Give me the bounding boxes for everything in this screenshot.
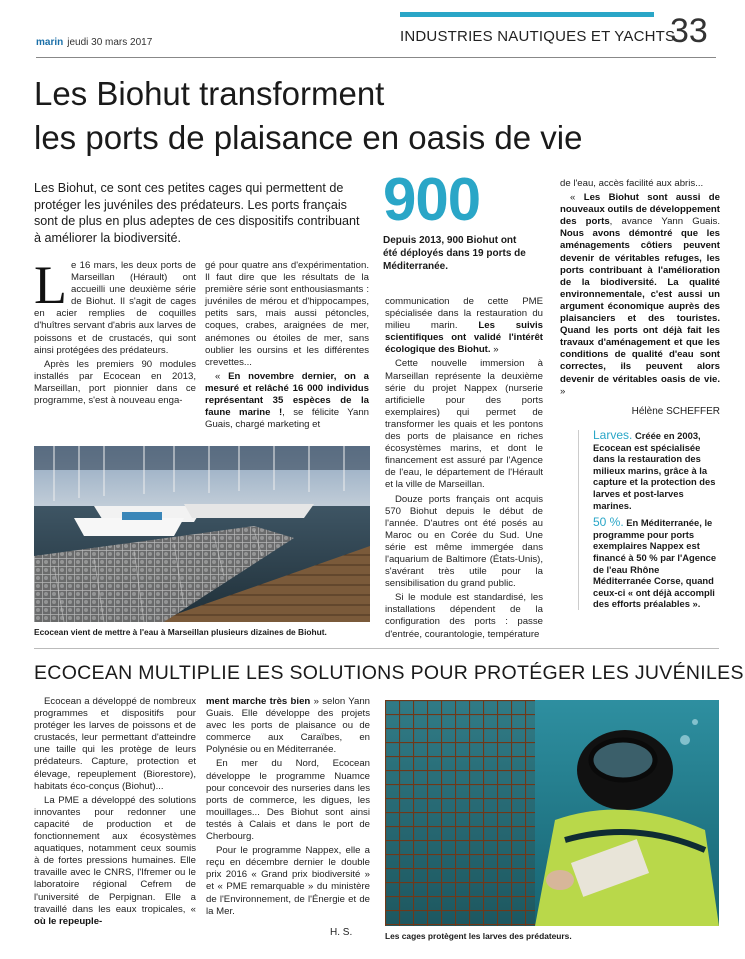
drop-cap: L [34, 255, 67, 315]
photo-2-caption: Les cages protègent les larves des prédateurs. [385, 931, 572, 941]
article-2-heading: ECOCEAN MULTIPLIE LES SOLUTIONS POUR PROTÉGER LES JUVÉNILES [34, 662, 744, 684]
header-logo: marin jeudi 30 mars 2017 [36, 37, 153, 48]
header-date: jeudi 30 mars 2017 [67, 37, 153, 48]
quote-bold: En novembre dernier, on a mesuré et relâché 16 000 individus représentant 35 espèces de la faune marine ! [205, 370, 369, 419]
article-column-1: Le 16 mars, les deux ports de Marseillan (Hérault) ont accueilli une deuxième série de Biohut. Il s'agit de cages en acier remplies de coquilles d'huîtres servant d'abris aux larves de poissons et de crustacés, qui sont ainsi protégées des prédateurs. Après les premiers 90 modules installés par Ecocean en 2013, Marseillan, port pionnier dans ce programme, s'est à nouveau enga- [34, 255, 196, 407]
article-column-3: communication de cette PME spécialisée dans la restauration du milieu marin. Les suivis scientifiques ont validé l'intérêt écologique des Biohut. » Cette nouvelle immersion à Marseillan représente la deuxième série du projet Nappex (nurserie artificielle pour des ports exemplaires) qui permet de transformer les quais et les pontons des ports de plaisance en riches écosystèmes marins, et dont le financement est assuré par l'Agence de l'eau, le département de l'Hérault et la ville de Marseillan. Douze ports français ont acquis 570 Biohut depuis le début de l'année. D'autres ont été posés au Maroc ou en Corée du Sud. Une série est même immergée dans l'aquarium de Baltimore (États-Unis), s'avérant très utile pour la sensibilisation du grand public. Si le module est standardisé, les installations dépendent de la configuration des ports : passe d'entrée, courantologie, température [385, 296, 543, 640]
article-column-2: gé pour quatre ans d'expérimentation. Il faut dire que les résultats de la première série sont enthousiasmants : juvéniles de mérou et d'hippocampes, petits sars, mais aussi pétoncles, coques, crabes, araignées de mer, anémones ou étoiles de mer, sans oublier les oursins et les différentes crevettes... « En novembre dernier, on a mesuré et relâché 16 000 individus représentant 35 espèces de la faune marine !, se félicite Yann Guais, chargé marketing et [205, 260, 369, 431]
sidebar-divider [578, 430, 579, 610]
photo-1-caption: Ecocean vient de mettre à l'eau à Marseillan plusieurs dizaines de Biohut. [34, 627, 327, 637]
photo-diver-cage [385, 700, 719, 926]
fact-key-larves: Larves. [593, 428, 633, 442]
title-line-2: les ports de plaisance en oasis de vie [34, 119, 583, 156]
article-column-4: de l'eau, accès facilité aux abris... « Les Biohut sont aussi de nouveaux outils de développement des ports, avance Yann Guais. Nous avons démontré que les aménagements côtiers peuvent devenir de véritables refuges, les ports contribuant à l'amélioration de la biodiversité. La qualité environnementale, c'est aussi un argument économique auprès des plaisanciers et des touristes. Quand les ports ont déjà fait les travaux d'aménagement et que les conditions de qualité d'eau sont correctes, ils peuvent alors devenir de véritables oasis de vie. » [560, 178, 720, 397]
page-number: 33 [670, 12, 708, 50]
article-2-column-2: ment marche très bien » selon Yann Guais. Elle développe des projets avec les ports de plaisance ou de commerce aux Caraïbes, en Polynésie ou en Méditerranée. En mer du Nord, Ecocean développe le programme Nuamce pour concevoir des nurseries dans les ports de commerce, les digues, les mouillages... Des Biohut sont ainsi testés à Calais et dans le port de Cherbourg. Pour le programme Nappex, elle a reçu en décembre dernier le double prix 2016 « Grand prix biodiversité » et « PME remarquable » du ministère de l'Environnement, de l'Énergie et de la Mer. [206, 696, 370, 917]
section-title: INDUSTRIES NAUTIQUES ET YACHTS [400, 28, 676, 45]
fact-key-50: 50 %. [593, 515, 624, 530]
stat-text: Depuis 2013, 900 Biohut ont été déployés dans 19 ports de Méditerranée. [383, 235, 526, 272]
photo-marina-biohut [34, 446, 370, 622]
article-lede: Les Biohut, ce sont ces petites cages qui permettent de protéger les juvéniles des prédateurs. Les ports français sont de plus en plus adeptes de ces dispositifs contribuant à améliorer la biodiversité. [34, 181, 360, 245]
article-2-column-1: Ecocean a développé de nombreux programmes et dispositifs pour protéger les larves de poissons et de crustacés, leur permettant d'atteindre une taille qui les protège de leurs prédateurs. Capture, protection et élevage, repeuplement (Biorestore), habitats éco-conçus (Biohut)... La PME a développé des solutions innovantes pour redonner une capacité de production et de fonctionnement aux écosystèmes aquatiques, notamment ceux soumis à de fortes pressions humaines. Elle travaille avec le CNRS, l'Ifremer ou le laboratoire régional Cefrem de l'université de Perpignan. Elle a travaillé dans les eaux tropicales, « où le repeuple- [34, 696, 196, 927]
section-2-rule [34, 648, 719, 649]
author-signature: Hélène SCHEFFER [631, 406, 720, 417]
stat-number: 900 [383, 166, 481, 233]
title-line-1: Les Biohut transforment [34, 75, 385, 112]
header-rule [36, 57, 716, 58]
article-title [34, 72, 583, 160]
article-2-signature: H. S. [330, 927, 353, 938]
sidebar-facts: Larves. Créée en 2003, Ecocean est spécialisée dans la restauration des milieux marins, grâce à la capture et la protection des larves et post-larves marines. 50 %. En Méditerranée, le programme pour ports exemplaires Nappex est financé à 50 % par l'Agence de l'eau Rhône Méditerranée Corse, quand ceux-ci « ont déjà accompli des efforts préalables ». [593, 428, 717, 610]
header-accent-bar [400, 12, 654, 17]
